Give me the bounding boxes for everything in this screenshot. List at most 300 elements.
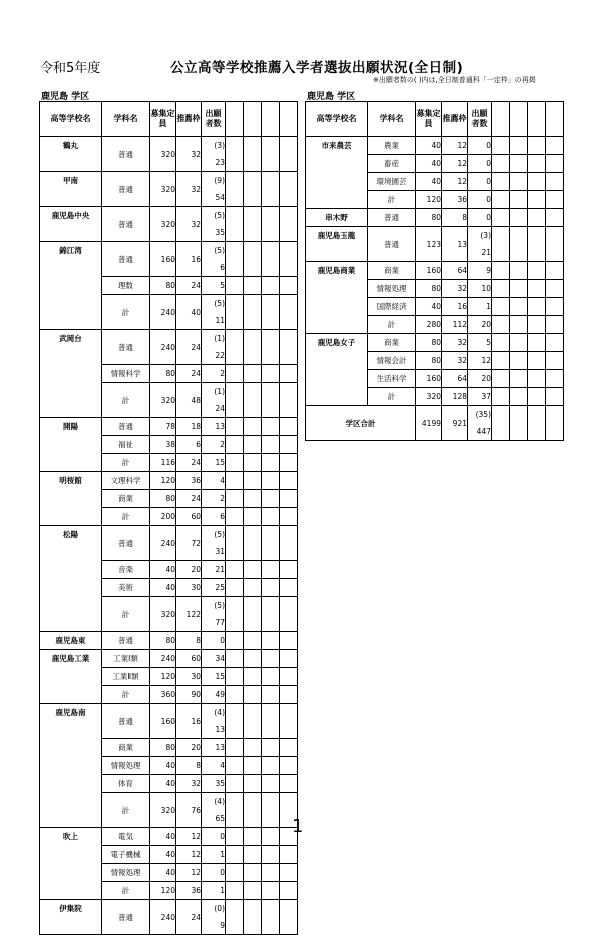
blank-cell — [226, 365, 244, 383]
applicants-count: 0 — [486, 177, 491, 186]
school-name-cell — [40, 846, 102, 864]
table-row — [306, 352, 564, 370]
table-row — [306, 137, 564, 155]
blank-cell — [226, 704, 244, 739]
department-cell: 音楽 — [102, 561, 150, 579]
school-name-cell — [40, 365, 102, 383]
capacity-cell: 80 — [150, 739, 176, 757]
applicants-cell — [202, 436, 226, 454]
applicants-count: 31 — [215, 547, 225, 556]
quota-applicants: (5) — [214, 211, 225, 220]
district-total-row — [306, 406, 564, 441]
table-row — [40, 686, 298, 704]
district-total-label: 学区合計 — [306, 406, 416, 441]
department-cell: 普通 — [102, 172, 150, 207]
applicants-count: 20 — [481, 320, 491, 329]
department-cell: 商業 — [102, 490, 150, 508]
blank-cell — [492, 102, 510, 137]
table-row — [306, 298, 564, 316]
department-cell: 理数 — [102, 277, 150, 295]
blank-cell — [510, 137, 528, 155]
capacity-cell: 40 — [150, 864, 176, 882]
school-name-cell — [306, 280, 368, 298]
applicants-cell — [202, 579, 226, 597]
quota-applicants: (3) — [214, 141, 225, 150]
applicants-cell — [468, 370, 492, 388]
applicants-count: 21 — [215, 565, 225, 574]
applicants-count: 20 — [481, 374, 491, 383]
table-row — [306, 316, 564, 334]
table-row — [40, 597, 298, 632]
recommendation-cell: 24 — [176, 277, 202, 295]
blank-cell — [262, 102, 280, 137]
blank-cell — [262, 561, 280, 579]
capacity-cell: 40 — [150, 757, 176, 775]
recommendation-cell: 72 — [176, 526, 202, 561]
table-row — [40, 490, 298, 508]
column-header-applicants: 出願者数 — [468, 102, 492, 137]
school-name-cell — [40, 579, 102, 597]
school-name-cell — [306, 191, 368, 209]
department-cell: 環境園芸 — [368, 173, 416, 191]
blank-cell — [280, 686, 298, 704]
blank-cell — [244, 277, 262, 295]
school-name-cell: 伊集院 — [40, 900, 102, 935]
quota-applicants: (1) — [214, 334, 225, 343]
recommendation-cell: 24 — [176, 454, 202, 472]
blank-cell — [226, 775, 244, 793]
quota-applicants: (4) — [214, 797, 225, 806]
applicants-count: 0 — [486, 213, 491, 222]
applicants-cell — [202, 508, 226, 526]
blank-cell — [262, 793, 280, 828]
blank-cell — [244, 739, 262, 757]
blank-cell — [280, 436, 298, 454]
recommendation-cell: 32 — [442, 280, 468, 298]
recommendation-cell: 32 — [176, 172, 202, 207]
blank-cell — [546, 406, 564, 441]
blank-cell — [280, 864, 298, 882]
footnote: ※出願者数の( )内は,全日制普通科「一定枠」の再掲 — [373, 76, 536, 84]
blank-cell — [546, 102, 564, 137]
blank-cell — [280, 775, 298, 793]
school-name-cell — [40, 793, 102, 828]
blank-cell — [528, 155, 546, 173]
blank-cell — [510, 388, 528, 406]
capacity-cell: 40 — [416, 155, 442, 173]
blank-cell — [280, 508, 298, 526]
table-row — [40, 277, 298, 295]
applicants-count: 0 — [486, 195, 491, 204]
school-name-cell: 市来農芸 — [306, 137, 368, 155]
applicants-cell — [468, 227, 492, 262]
blank-cell — [492, 352, 510, 370]
blank-cell — [262, 846, 280, 864]
applicants-count: 13 — [215, 422, 225, 431]
applicants-count: 5 — [220, 281, 225, 290]
blank-cell — [528, 262, 546, 280]
department-cell: 電子機械 — [102, 846, 150, 864]
blank-cell — [244, 561, 262, 579]
blank-cell — [510, 102, 528, 137]
recommendation-cell: 64 — [442, 370, 468, 388]
blank-cell — [244, 882, 262, 900]
school-name-cell: 鹿児島東 — [40, 632, 102, 650]
table-row — [40, 704, 298, 739]
blank-cell — [510, 262, 528, 280]
school-name-cell: 吹上 — [40, 828, 102, 846]
school-name-cell — [40, 882, 102, 900]
applicants-cell — [202, 846, 226, 864]
quota-applicants: (5) — [214, 530, 225, 539]
capacity-cell: 40 — [150, 846, 176, 864]
blank-cell — [280, 242, 298, 277]
table-row — [40, 137, 298, 172]
blank-cell — [262, 295, 280, 330]
blank-cell — [226, 242, 244, 277]
recommendation-cell: 60 — [176, 650, 202, 668]
capacity-cell: 80 — [416, 280, 442, 298]
blank-cell — [280, 207, 298, 242]
department-cell: 電気 — [102, 828, 150, 846]
table-row — [40, 454, 298, 472]
blank-cell — [280, 383, 298, 418]
quota-applicants: (1) — [214, 387, 225, 396]
recommendation-cell: 36 — [176, 472, 202, 490]
applicants-cell — [468, 316, 492, 334]
blank-cell — [244, 330, 262, 365]
capacity-cell: 4199 — [416, 406, 442, 441]
recommendation-cell: 12 — [176, 846, 202, 864]
blank-cell — [226, 172, 244, 207]
table-row — [40, 775, 298, 793]
table-row — [306, 388, 564, 406]
department-cell: 普通 — [102, 418, 150, 436]
blank-cell — [244, 864, 262, 882]
blank-cell — [262, 864, 280, 882]
table-row — [306, 209, 564, 227]
blank-cell — [510, 406, 528, 441]
blank-cell — [226, 900, 244, 935]
applicants-cell — [202, 418, 226, 436]
blank-cell — [262, 704, 280, 739]
blank-cell — [280, 650, 298, 668]
applicants-cell — [202, 686, 226, 704]
quota-applicants: (9) — [214, 176, 225, 185]
blank-cell — [492, 280, 510, 298]
table-row — [40, 864, 298, 882]
blank-cell — [528, 173, 546, 191]
applicants-count: 1 — [486, 302, 491, 311]
capacity-cell: 240 — [150, 650, 176, 668]
blank-cell — [280, 704, 298, 739]
school-name-cell — [40, 757, 102, 775]
department-cell: 商業 — [368, 262, 416, 280]
capacity-cell: 320 — [150, 137, 176, 172]
applicants-cell — [468, 334, 492, 352]
capacity-cell: 38 — [150, 436, 176, 454]
blank-cell — [528, 102, 546, 137]
blank-cell — [280, 900, 298, 935]
table-row — [40, 668, 298, 686]
blank-cell — [280, 668, 298, 686]
school-name-cell — [40, 454, 102, 472]
blank-cell — [280, 632, 298, 650]
blank-cell — [226, 739, 244, 757]
blank-cell — [226, 418, 244, 436]
quota-applicants: (5) — [214, 601, 225, 610]
applicants-cell — [202, 704, 226, 739]
recommendation-cell: 6 — [176, 436, 202, 454]
applicants-cell — [202, 242, 226, 277]
page-number: 1 — [292, 816, 304, 837]
blank-cell — [262, 490, 280, 508]
department-cell: 普通 — [102, 242, 150, 277]
blank-cell — [262, 172, 280, 207]
school-name-cell: 鹿児島中央 — [40, 207, 102, 242]
applicants-count: 11 — [215, 316, 225, 325]
capacity-cell: 240 — [150, 330, 176, 365]
blank-cell — [226, 828, 244, 846]
blank-cell — [280, 418, 298, 436]
department-cell: 情報科学 — [102, 365, 150, 383]
quota-applicants: (35) — [475, 410, 491, 419]
table-row — [40, 632, 298, 650]
blank-cell — [528, 227, 546, 262]
applicants-count: 22 — [215, 351, 225, 360]
applicants-count: 1 — [220, 886, 225, 895]
applicants-count: 0 — [486, 141, 491, 150]
recommendation-cell: 13 — [442, 227, 468, 262]
school-name-cell — [40, 490, 102, 508]
blank-cell — [546, 137, 564, 155]
blank-cell — [492, 155, 510, 173]
department-cell: 文理科学 — [102, 472, 150, 490]
quota-applicants: (5) — [214, 299, 225, 308]
applicants-count: 2 — [220, 369, 225, 378]
capacity-cell: 120 — [416, 191, 442, 209]
table-row — [306, 262, 564, 280]
blank-cell — [528, 209, 546, 227]
capacity-cell: 40 — [150, 561, 176, 579]
table-row — [306, 227, 564, 262]
table-row — [40, 330, 298, 365]
applicants-count: 23 — [215, 158, 225, 167]
blank-cell — [244, 295, 262, 330]
applications-table-right — [305, 101, 564, 441]
applicants-cell — [202, 277, 226, 295]
table-row — [40, 882, 298, 900]
applicants-cell — [468, 155, 492, 173]
recommendation-cell: 32 — [442, 334, 468, 352]
capacity-cell: 40 — [416, 173, 442, 191]
recommendation-cell: 112 — [442, 316, 468, 334]
school-name-cell: 鹿児島南 — [40, 704, 102, 739]
blank-cell — [226, 436, 244, 454]
blank-cell — [226, 137, 244, 172]
blank-cell — [546, 173, 564, 191]
applicants-cell — [202, 668, 226, 686]
blank-cell — [244, 632, 262, 650]
recommendation-cell: 8 — [442, 209, 468, 227]
capacity-cell: 320 — [150, 383, 176, 418]
applicants-cell — [202, 561, 226, 579]
department-cell: 生活科学 — [368, 370, 416, 388]
blank-cell — [528, 191, 546, 209]
blank-cell — [262, 365, 280, 383]
applicants-cell — [202, 207, 226, 242]
blank-cell — [546, 191, 564, 209]
applicants-cell — [202, 295, 226, 330]
recommendation-cell: 18 — [176, 418, 202, 436]
blank-cell — [510, 173, 528, 191]
blank-cell — [280, 137, 298, 172]
school-name-cell — [40, 775, 102, 793]
recommendation-cell: 12 — [176, 828, 202, 846]
applicants-cell — [202, 775, 226, 793]
school-name-cell: 開陽 — [40, 418, 102, 436]
blank-cell — [510, 298, 528, 316]
applicants-count: 54 — [215, 193, 225, 202]
blank-cell — [226, 793, 244, 828]
school-name-cell — [40, 383, 102, 418]
quota-applicants: (4) — [214, 708, 225, 717]
department-cell: 情報処理 — [102, 757, 150, 775]
blank-cell — [244, 102, 262, 137]
blank-cell — [262, 900, 280, 935]
applicants-count: 6 — [220, 512, 225, 521]
department-cell: 計 — [102, 454, 150, 472]
department-cell: 情報会計 — [368, 352, 416, 370]
applicants-cell — [468, 209, 492, 227]
recommendation-cell: 36 — [176, 882, 202, 900]
department-cell: 工業Ⅱ類 — [102, 668, 150, 686]
blank-cell — [492, 137, 510, 155]
department-cell: 体育 — [102, 775, 150, 793]
blank-cell — [510, 227, 528, 262]
blank-cell — [226, 686, 244, 704]
school-name-cell — [306, 155, 368, 173]
school-name-cell: 錦江湾 — [40, 242, 102, 277]
blank-cell — [226, 668, 244, 686]
column-header-dept: 学科名 — [102, 102, 150, 137]
blank-cell — [510, 316, 528, 334]
blank-cell — [244, 597, 262, 632]
blank-cell — [280, 454, 298, 472]
table-row — [306, 173, 564, 191]
blank-cell — [492, 316, 510, 334]
table-row — [40, 793, 298, 828]
applicants-cell — [202, 882, 226, 900]
capacity-cell: 40 — [416, 298, 442, 316]
applicants-cell — [468, 352, 492, 370]
capacity-cell: 80 — [416, 334, 442, 352]
blank-cell — [510, 352, 528, 370]
applicants-cell — [202, 490, 226, 508]
table-row — [40, 579, 298, 597]
recommendation-cell: 36 — [442, 191, 468, 209]
capacity-cell: 320 — [150, 207, 176, 242]
blank-cell — [244, 650, 262, 668]
blank-cell — [510, 370, 528, 388]
blank-cell — [262, 418, 280, 436]
school-name-cell: 武岡台 — [40, 330, 102, 365]
table-row — [40, 383, 298, 418]
recommendation-cell: 16 — [176, 704, 202, 739]
blank-cell — [510, 280, 528, 298]
quota-applicants: (5) — [214, 246, 225, 255]
blank-cell — [546, 370, 564, 388]
applicants-count: 0 — [486, 159, 491, 168]
blank-cell — [280, 739, 298, 757]
blank-cell — [492, 191, 510, 209]
blank-cell — [226, 846, 244, 864]
blank-cell — [280, 490, 298, 508]
applicants-cell — [202, 864, 226, 882]
capacity-cell: 240 — [150, 900, 176, 935]
school-name-cell — [40, 864, 102, 882]
department-cell: 計 — [368, 388, 416, 406]
capacity-cell: 80 — [150, 365, 176, 383]
blank-cell — [492, 406, 510, 441]
blank-cell — [546, 316, 564, 334]
recommendation-cell: 32 — [176, 207, 202, 242]
school-name-cell — [40, 295, 102, 330]
blank-cell — [546, 227, 564, 262]
department-cell: 計 — [368, 316, 416, 334]
blank-cell — [244, 137, 262, 172]
blank-cell — [528, 406, 546, 441]
blank-cell — [226, 597, 244, 632]
blank-cell — [226, 650, 244, 668]
capacity-cell: 320 — [150, 597, 176, 632]
blank-cell — [226, 383, 244, 418]
blank-cell — [262, 597, 280, 632]
blank-cell — [226, 295, 244, 330]
blank-cell — [226, 561, 244, 579]
school-name-cell: 鹿児島工業 — [40, 650, 102, 668]
capacity-cell: 160 — [150, 704, 176, 739]
school-name-cell: 串木野 — [306, 209, 368, 227]
blank-cell — [528, 388, 546, 406]
applicants-cell — [468, 298, 492, 316]
blank-cell — [280, 597, 298, 632]
table-row — [40, 172, 298, 207]
recommendation-cell: 48 — [176, 383, 202, 418]
department-cell: 農業 — [368, 137, 416, 155]
recommendation-cell: 30 — [176, 668, 202, 686]
blank-cell — [262, 686, 280, 704]
applicants-count: 21 — [481, 248, 491, 257]
applicants-count: 65 — [215, 814, 225, 823]
capacity-cell: 40 — [150, 775, 176, 793]
blank-cell — [262, 472, 280, 490]
blank-cell — [226, 508, 244, 526]
column-header-school: 高等学校名 — [40, 102, 102, 137]
applicants-count: 4 — [220, 476, 225, 485]
recommendation-cell: 24 — [176, 900, 202, 935]
blank-cell — [492, 388, 510, 406]
department-cell: 計 — [102, 686, 150, 704]
department-cell: 計 — [102, 383, 150, 418]
blank-cell — [262, 828, 280, 846]
blank-cell — [262, 383, 280, 418]
blank-cell — [528, 352, 546, 370]
blank-cell — [528, 334, 546, 352]
department-cell: 国際経済 — [368, 298, 416, 316]
blank-cell — [226, 454, 244, 472]
school-district-label-left: 鹿児島 学区 — [41, 92, 90, 102]
